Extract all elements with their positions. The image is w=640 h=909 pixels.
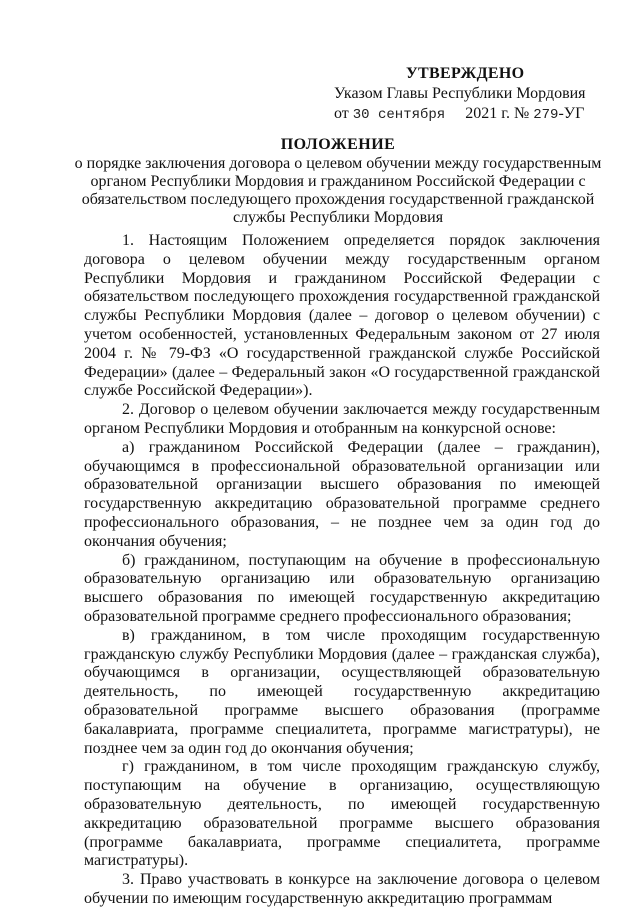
decree-line: Указом Главы Республики Мордовия bbox=[334, 85, 586, 102]
decree-number-suffix: -УГ bbox=[558, 105, 585, 122]
document-heading bbox=[68, 136, 608, 227]
paragraph-2a: а) гражданином Российской Федерации (далее – гражданин), обучающимся в профессиональной образовательной организации или образовательной организации высшего образования по имеющей государственную аккредитацию образовательной программе среднего профессионального образования, – не позднее чем за один год до окончания обучения; bbox=[84, 438, 600, 550]
paragraph-1: 1. Настоящим Положением определяется порядок заключения договора о целевом обучении между государственным органом Республики Мордовия и гражданином Российской Федерации с обязательством последующего прохождения государственной гражданской службы Республики Мордовия (далее – договор о целевом обучении) с учетом особенностей, установленных Федеральным законом от 27 июля 2004 г. № 79-ФЗ «О государственной гражданской службе Российской Федерации» (далее – Федеральный закон «О государственной гражданской службе Российской Федерации»). bbox=[84, 232, 600, 400]
paragraph-2c: в) гражданином, в том числе проходящим государственную гражданскую службу Республики Мордовия (далее – гражданская служба), обучающимся в организации, осуществляющей образовательную деятельность, по имеющей государственную аккредитацию образовательной программе высшего образования (программе бакалавриата, программе специалитета, программе магистратуры), не позднее чем за один год до окончания обучения; bbox=[84, 626, 600, 757]
approved-label: УТВЕРЖДЕНО bbox=[406, 65, 525, 82]
decree-year: 2021 г. № bbox=[465, 105, 530, 122]
decree-number: 279 bbox=[533, 107, 559, 123]
paragraph-2b: б) гражданином, поступающим на обучение в профессиональную образовательную организацию или образовательную организацию высшего образования по имеющей государственную аккредитацию образовательной программе среднего профессионального образования; bbox=[84, 551, 600, 625]
document-body bbox=[84, 232, 600, 909]
paragraph-3: 3. Право участвовать в конкурсе на заключение договора о целевом обучении по имеющим государственную аккредитацию программам bbox=[84, 871, 600, 907]
paragraph-2d: г) гражданином, в том числе проходящим гражданскую службу, поступающим на обучение в организацию, осуществляющую образовательную деятельность, по имеющей государственную аккредитацию образовательной программе высшего образования (программе бакалавриата, программе специалитета, программе магистратуры). bbox=[84, 758, 600, 870]
decree-date-line bbox=[310, 104, 600, 125]
decree-date: 30 сентября bbox=[352, 107, 446, 123]
paragraph-2: 2. Договор о целевом обучении заключается между государственным органом Республики Мордовия и отобранным на конкурсной основе: bbox=[84, 401, 600, 437]
document-title: ПОЛОЖЕНИЕ bbox=[280, 136, 396, 153]
approval-stamp bbox=[310, 64, 600, 125]
date-prefix: от bbox=[334, 105, 349, 122]
document-subtitle: о порядке заключения договора о целевом обучении между государственным органом Республики Мордовия и гражданином Российской Федерации с обязательством последующего прохождения государственной гражданской службы Республики Мордовия bbox=[74, 155, 602, 226]
